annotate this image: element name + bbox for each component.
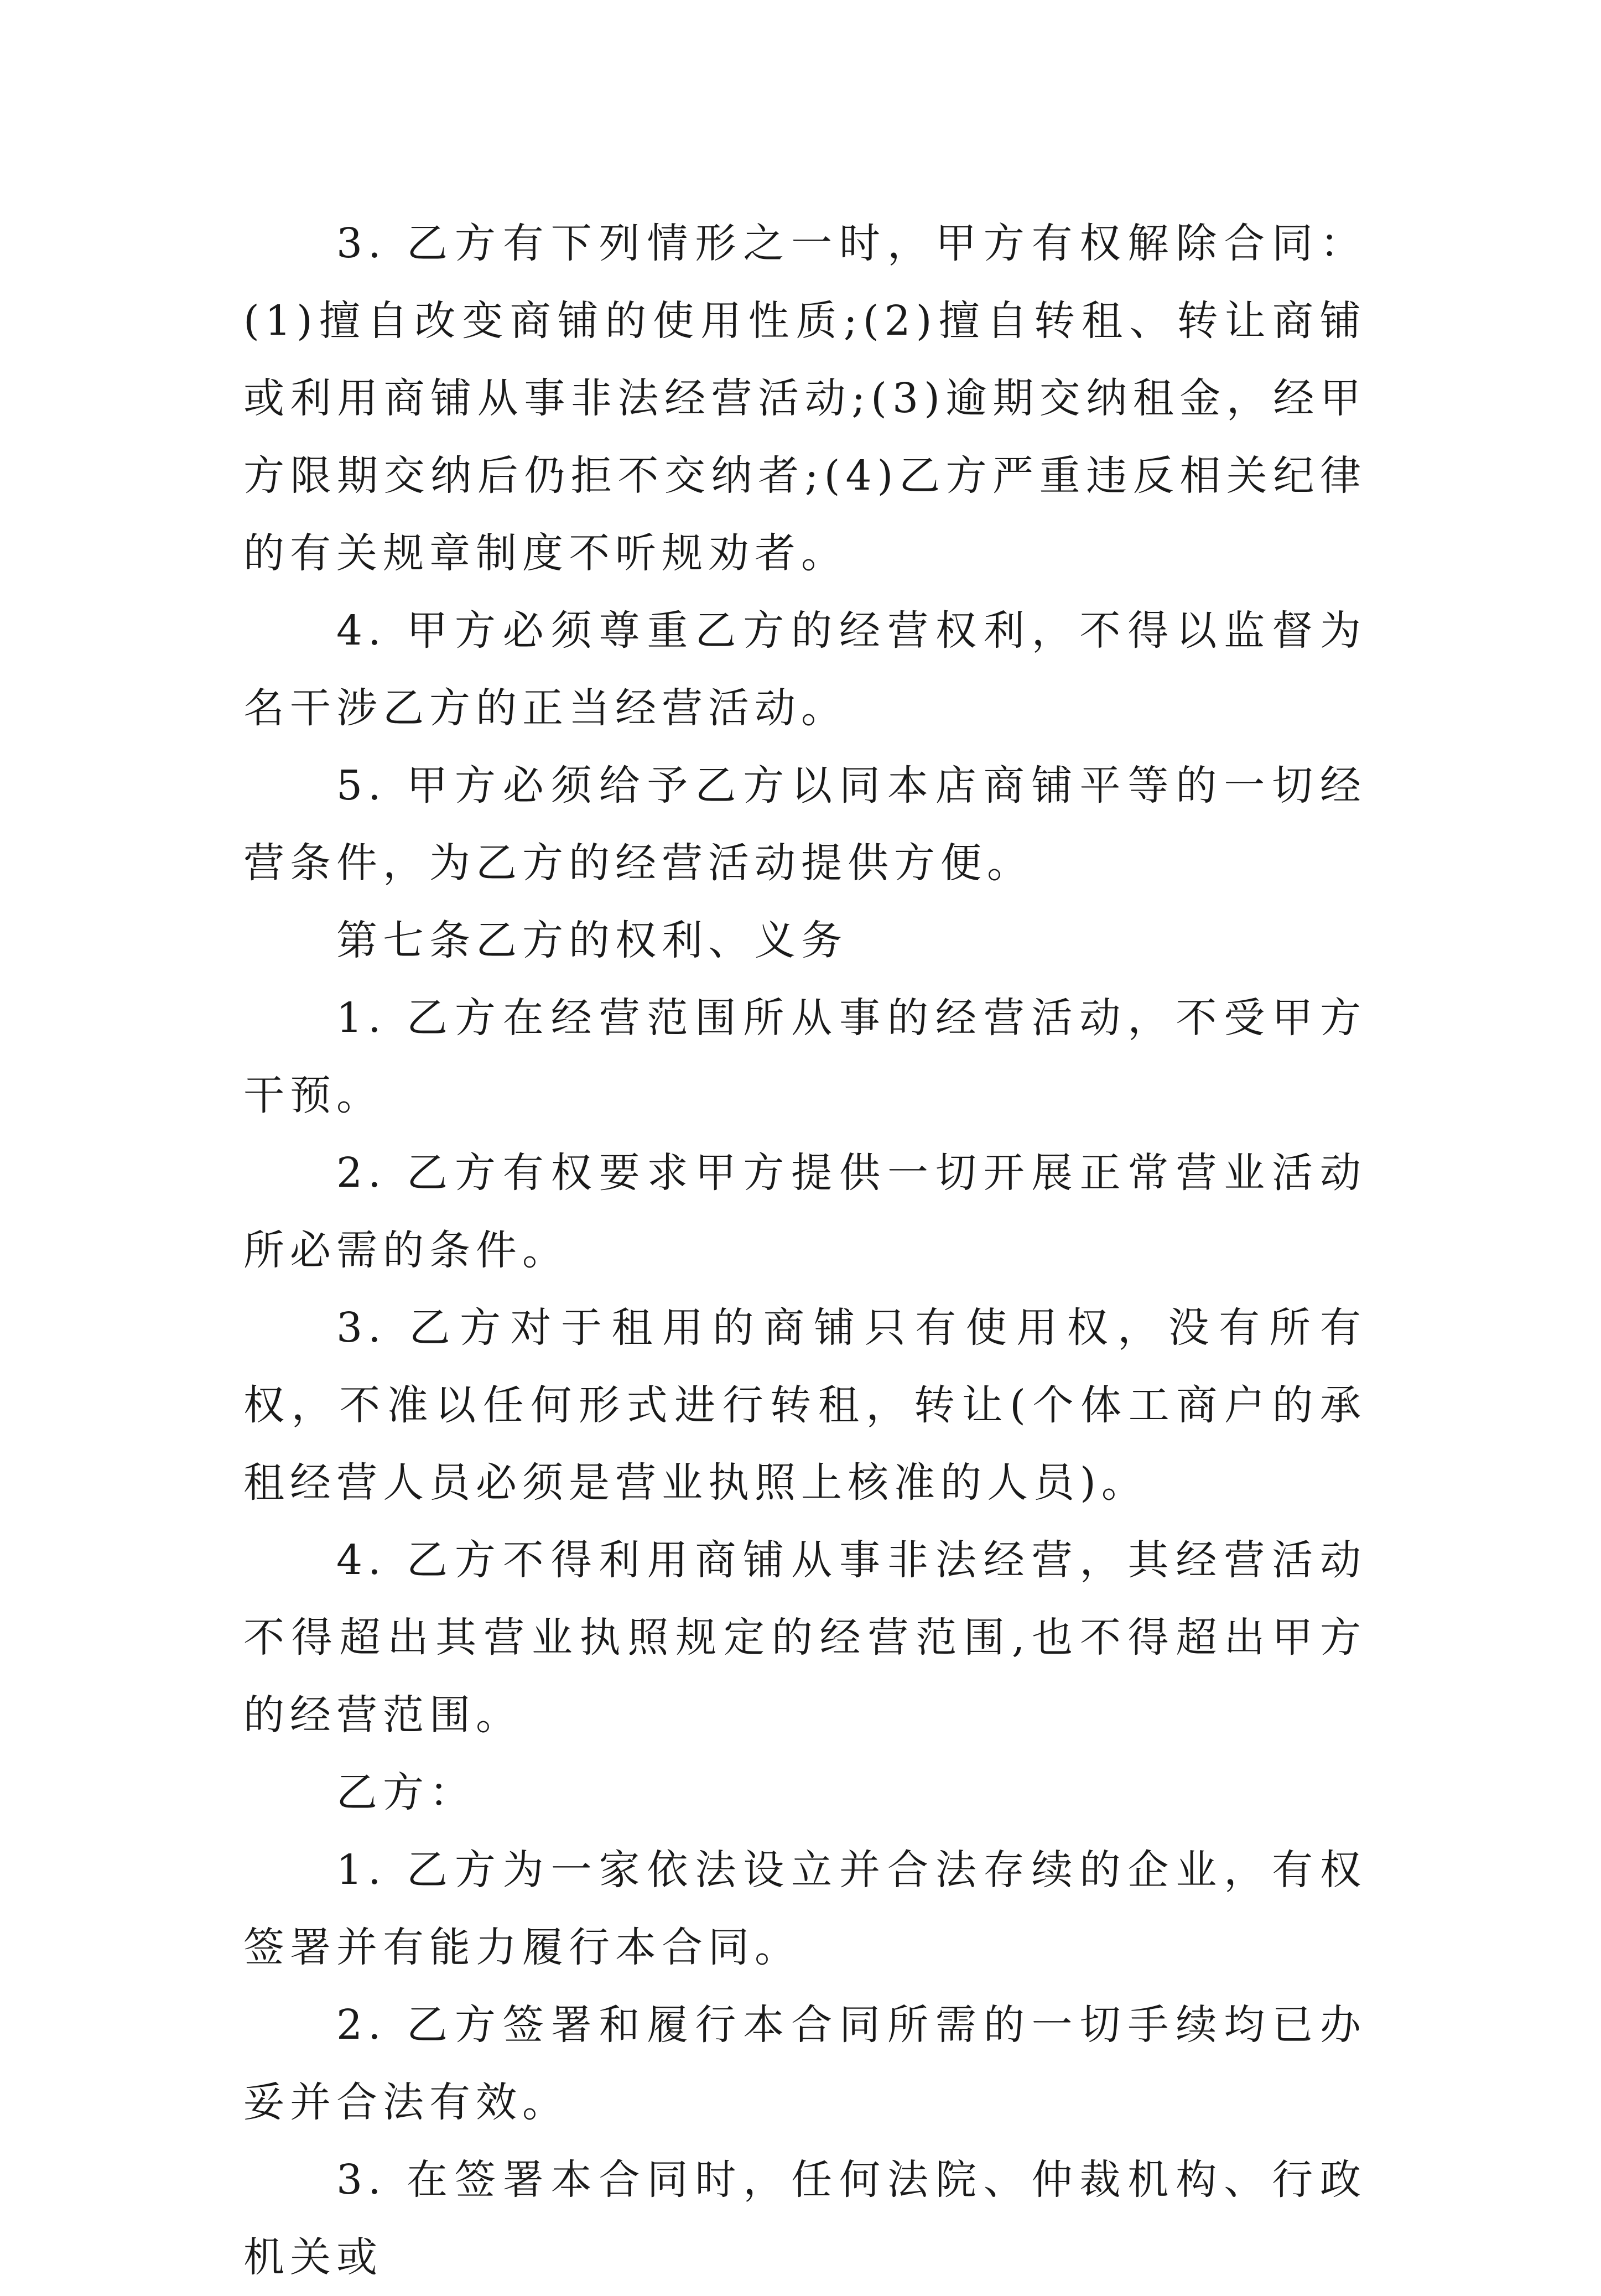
- section-heading: 第七条乙方的权利、义务: [336, 917, 848, 964]
- paragraph: 3. 乙方有下列情形之一时，甲方有权解除合同：(1)擅自改变商铺的使用性质;(2)擅自转租、转让商铺或利用商铺从事非法经营活动;(3)逾期交纳租金，经甲方限期交纳后仍拒不交纳者;(4)乙方严重违反相关纪律的有关规章制度不听规劝者。: [243, 220, 1366, 577]
- paragraph: 1. 乙方为一家依法设立并合法存续的企业，有权签署并有能力履行本合同。: [243, 1846, 1366, 1971]
- paragraph: 4. 乙方不得利用商铺从事非法经营，其经营活动不得超出其营业执照规定的经营范围,也不得超出甲方的经营范围。: [243, 1536, 1366, 1739]
- document-body: [243, 205, 1366, 2296]
- paragraph: 4. 甲方必须尊重乙方的经营权利，不得以监督为名干涉乙方的正当经营活动。: [243, 607, 1366, 732]
- party-heading: 乙方：: [336, 1769, 476, 1816]
- paragraph: 2. 乙方有权要求甲方提供一切开展正常营业活动所必需的条件。: [243, 1149, 1366, 1274]
- paragraph: 3. 在签署本合同时，任何法院、仲裁机构、行政机关或: [243, 2156, 1366, 2281]
- paragraph: 1. 乙方在经营范围所从事的经营活动，不受甲方干预。: [243, 994, 1366, 1119]
- paragraph: 2. 乙方签署和履行本合同所需的一切手续均已办妥并合法有效。: [243, 2001, 1366, 2126]
- paragraph: 5. 甲方必须给予乙方以同本店商铺平等的一切经营条件，为乙方的经营活动提供方便。: [243, 762, 1366, 887]
- paragraph: 3. 乙方对于租用的商铺只有使用权，没有所有权，不准以任何形式进行转租，转让(个体工商户的承租经营人员必须是营业执照上核准的人员)。: [243, 1304, 1366, 1507]
